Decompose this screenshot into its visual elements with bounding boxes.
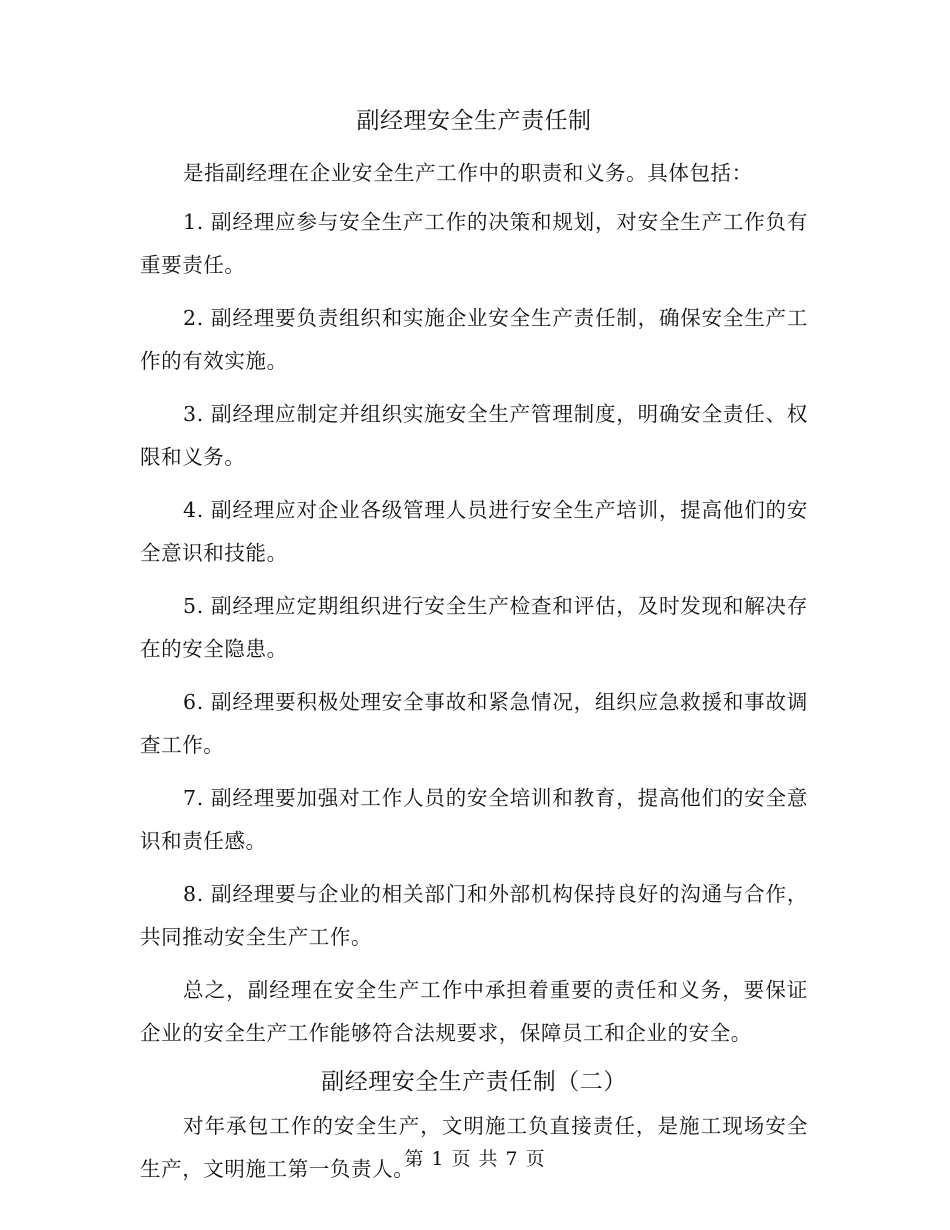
list-item: 3. 副经理应制定并组织实施安全生产管理制度，明确安全责任、权限和义务。: [140, 402, 808, 469]
document-title: 副经理安全生产责任制: [356, 108, 592, 134]
list-item: 5. 副经理应定期组织进行安全生产检查和评估，及时发现和解决存在的安全隐患。: [140, 594, 808, 661]
list-item: 2. 副经理要负责组织和实施企业安全生产责任制，确保安全生产工作的有效实施。: [140, 306, 808, 373]
section-title: 副经理安全生产责任制（二）: [321, 1069, 627, 1095]
list-item: 4. 副经理应对企业各级管理人员进行安全生产培训，提高他们的安全意识和技能。: [140, 498, 808, 565]
summary-paragraph: 总之，副经理在安全生产工作中承担着重要的责任和义务，要保证企业的安全生产工作能够符合法规要求，保障员工和企业的安全。: [140, 978, 808, 1045]
intro-paragraph: 是指副经理在企业安全生产工作中的职责和义务。具体包括：: [183, 161, 753, 185]
list-item: 7. 副经理要加强对工作人员的安全培训和教育，提高他们的安全意识和责任感。: [140, 786, 808, 853]
section-paragraph: 对年承包工作的安全生产，文明施工负直接责任，是施工现场安全生产，文明施工第一负责人。: [140, 1114, 808, 1181]
list-item: 8. 副经理要与企业的相关部门和外部机构保持良好的沟通与合作，共同推动安全生产工作。: [140, 882, 808, 949]
list-item: 1. 副经理应参与安全生产工作的决策和规划，对安全生产工作负有重要责任。: [140, 210, 808, 277]
page-number-footer: 第 1 页 共 7 页: [404, 1148, 546, 1170]
list-item: 6. 副经理要积极处理安全事故和紧急情况，组织应急救援和事故调查工作。: [140, 690, 808, 757]
document-body: [140, 104, 808, 1201]
